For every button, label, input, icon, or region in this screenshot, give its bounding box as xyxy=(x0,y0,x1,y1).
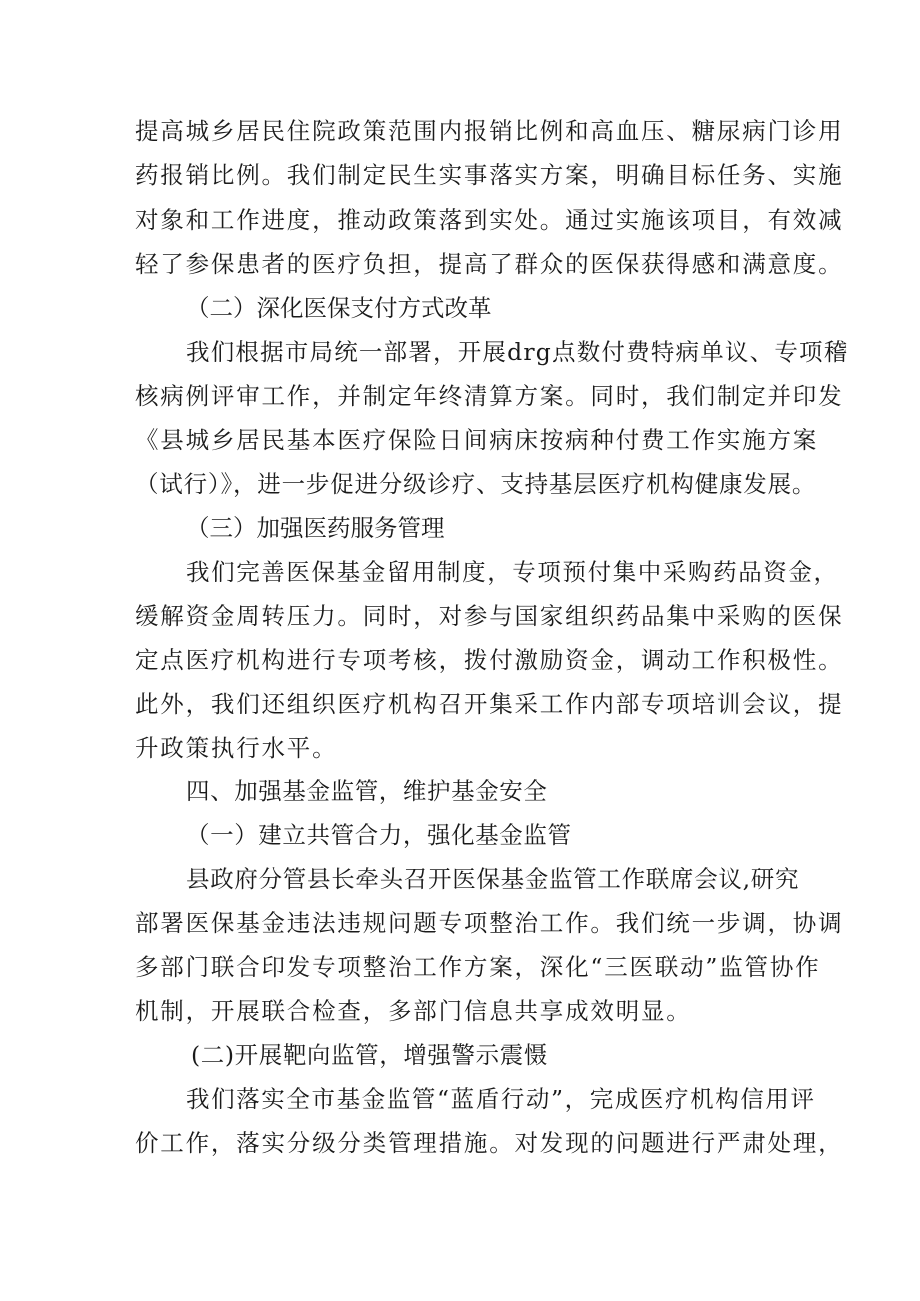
body-text-line: 缓解资金周转压力。同时，对参与国家组织药品集中采购的医保 xyxy=(135,602,844,630)
body-text-line: 对象和工作进度，推动政策落到实处。通过实施该项目，有效减 xyxy=(135,206,844,234)
body-text-line: 我们落实全市基金监管“蓝盾行动”，完成医疗机构信用评 xyxy=(186,1085,816,1113)
body-text-line: 定点医疗机构进行专项考核，拨付激励资金，调动工作积极性。 xyxy=(135,646,844,674)
body-text-line: 部署医保基金违法违规问题专项整治工作。我们统一步调，协调 xyxy=(135,909,844,937)
body-text-line: 提高城乡居民住院政策范围内报销比例和高血压、糖尿病门诊用 xyxy=(135,117,844,145)
body-text-line: 《县城乡居民基本医疗保险日间病床按病种付费工作实施方案 xyxy=(135,426,819,454)
body-text-line: 多部门联合印发专项整治工作方案，深化“三医联动”监管协作 xyxy=(135,953,821,981)
section-heading: (二)开展靶向监管，增强警示震慑 xyxy=(191,1041,548,1069)
body-text-line: 我们完善医保基金留用制度，专项预付集中采购药品资金， xyxy=(186,558,839,586)
body-text-line: 此外，我们还组织医疗机构召开集采工作内部专项培训会议，提 xyxy=(135,690,844,718)
body-text-line: 药报销比例。我们制定民生实事落实方案，明确目标任务、实施 xyxy=(135,161,844,189)
section-heading: （二）深化医保支付方式改革 xyxy=(186,294,492,322)
body-text-line: 轻了参保患者的医疗负担，提高了群众的医保获得感和满意度。 xyxy=(135,250,844,278)
body-text-line: 机制，开展联合检查，多部门信息共享成效明显。 xyxy=(135,997,692,1025)
section-heading: （一）建立共管合力，强化基金监管 xyxy=(186,821,572,849)
body-text-line: 县政府分管县长牵头召开医保基金监管工作联席会议,研究 xyxy=(186,865,800,893)
body-text-line: （试行）》，进一步促进分级诊疗、支持基层医疗机构健康发展。 xyxy=(135,470,817,498)
section-heading: （三）加强医药服务管理 xyxy=(186,514,445,542)
body-text-line: 核病例评审工作，并制定年终清算方案。同时，我们制定并印发 xyxy=(135,382,844,410)
body-text-line: 升政策执行水平。 xyxy=(135,734,338,762)
body-text-line: 价工作，落实分级分类管理措施。对发现的问题进行严肃处理， xyxy=(135,1129,844,1157)
body-text-line: 我们根据市局统一部署，开展drg点数付费特病单议、专项稽 xyxy=(186,338,849,366)
chapter-heading: 四、加强基金监管，维护基金安全 xyxy=(186,777,548,805)
